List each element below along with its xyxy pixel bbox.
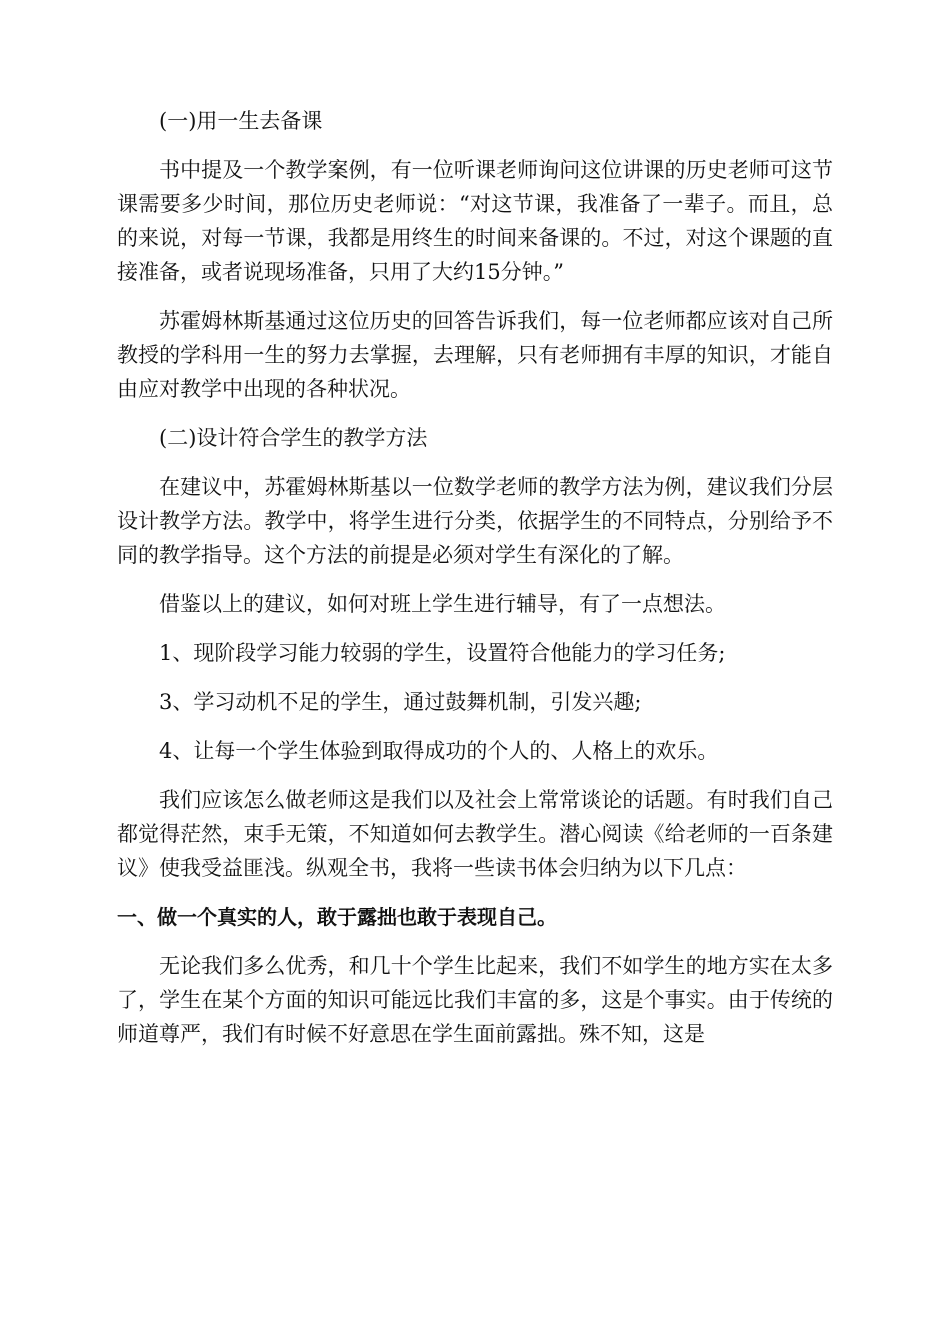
paragraph-layered-teaching: 在建议中，苏霍姆林斯基以一位数学老师的教学方法为例，建议我们分层设计教学方法。教学中，将学生进行分类，依据学生的不同特点，分别给予不同的教学指导。这个方法的前提是必须对学生有深化的了解。 <box>117 475 833 567</box>
paragraph-history-teacher-case: 书中提及一个教学案例，有一位听课老师询问这位讲课的历史老师可这节课需要多少时间，那位历史老师说：“对这节课，我准备了一辈子。而且，总的来说，对每一节课，我都是用终生的时间来备课的。不过，对这个课题的直接准备，或者说现场准备，只用了大约15分钟。” <box>117 158 833 284</box>
paragraph-ideas-intro: 借鉴以上的建议，如何对班上学生进行辅导，有了一点想法。 <box>159 592 726 616</box>
list-item-4: 4、让每一个学生体验到取得成功的个人的、人格上的欢乐。 <box>159 739 719 763</box>
list-item-3: 3、学习动机不足的学生，通过鼓舞机制，引发兴趣; <box>159 690 642 714</box>
paragraph-lifelong-preparation: 苏霍姆林斯基通过这位历史的回答告诉我们，每一位老师都应该对自己所教授的学科用一生的努力去掌握，去理解，只有老师拥有丰厚的知识，才能自由应对教学中出现的各种状况。 <box>117 309 833 401</box>
paragraph-reading-reflection: 我们应该怎么做老师这是我们以及社会上常常谈论的话题。有时我们自己都觉得茫然，束手无策，不知道如何去教学生。潜心阅读《给老师的一百条建议》使我受益匪浅。纵观全书，我将一些读书体会归纳为以下几点： <box>117 788 833 880</box>
section-heading-2: (二)设计符合学生的教学方法 <box>159 426 428 450</box>
paragraph-be-genuine: 无论我们多么优秀，和几十个学生比起来，我们不如学生的地方实在太多了，学生在某个方面的知识可能远比我们丰富的多，这是个事实。由于传统的师道尊严，我们有时候不好意思在学生面前露拙。殊不知，这是 <box>117 954 833 1046</box>
list-item-1: 1、现阶段学习能力较弱的学生，设置符合他能力的学习任务; <box>159 641 726 665</box>
bold-heading: 一、做一个真实的人，敢于露拙也敢于表现自己。 <box>117 905 557 929</box>
document-page <box>117 104 833 1066</box>
section-heading-1: (一)用一生去备课 <box>159 109 323 133</box>
